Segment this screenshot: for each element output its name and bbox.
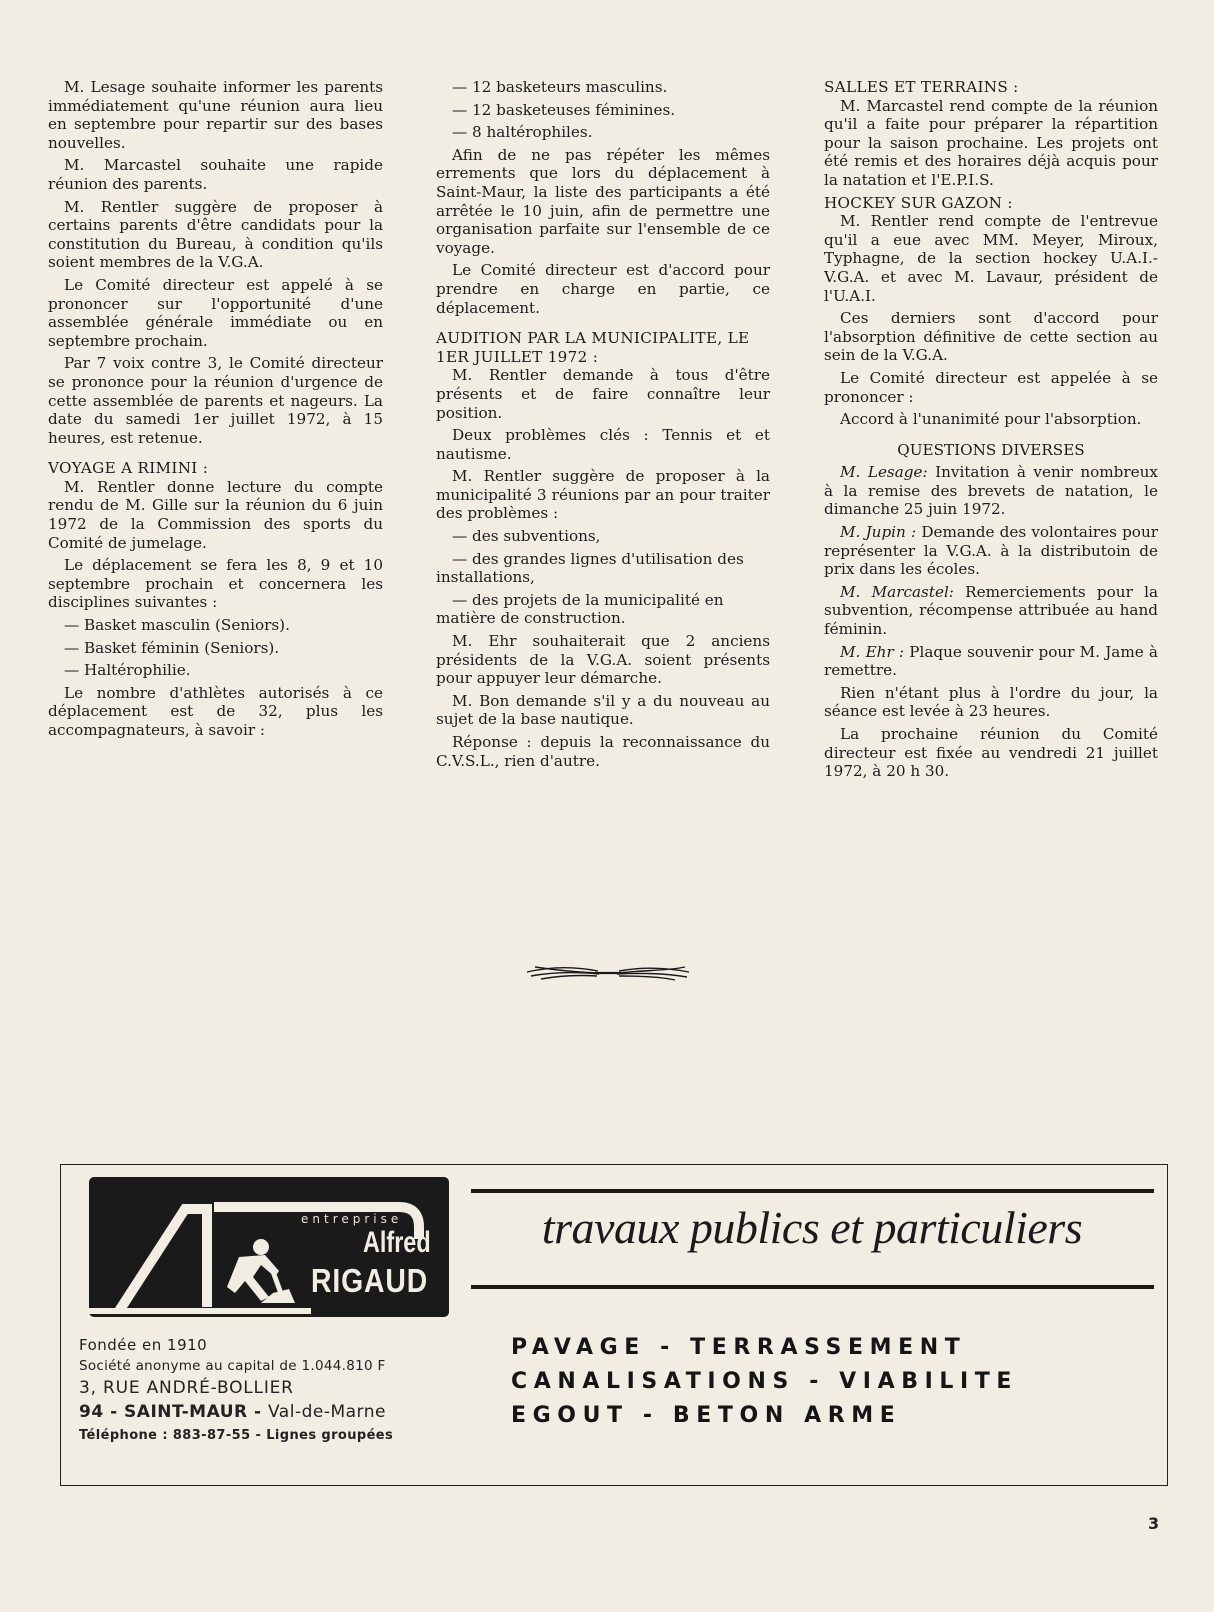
- list-item: — Basket masculin (Seniors).: [64, 616, 290, 635]
- logo-entreprise-text: entreprise: [301, 1212, 403, 1226]
- section-heading-salles: SALLES ET TERRAINS :: [824, 78, 1019, 96]
- question-item: [824, 643, 1158, 680]
- list-item: — 8 haltérophiles.: [452, 123, 593, 142]
- paragraph: M. Rentler suggère de proposer à la municipalité 3 réunions par an pour traiter des problèmes :: [436, 467, 770, 523]
- question-text: Invitation à venir nombreux à la remise des brevets de natation, le dimanche 25 juin 1972.: [824, 463, 1158, 519]
- founded-line: Fondée en 1910: [79, 1336, 208, 1354]
- logo-rigaud-text: RIGAUD: [311, 1262, 429, 1299]
- article-column-2: [436, 78, 770, 774]
- list-item: — des grandes lignes d'utilisation des installations,: [436, 549, 744, 587]
- question-item: [824, 523, 1158, 579]
- speaker-name: M. Marcastel:: [840, 582, 954, 601]
- street-line: 3, RUE ANDRÉ-BOLLIER: [79, 1378, 294, 1398]
- list-item: — 12 basketeurs masculins.: [452, 78, 668, 96]
- list-item: — Basket féminin (Seniors).: [64, 638, 280, 657]
- section-heading-audition: AUDITION PAR LA MUNICIPALITE, LE 1ER JUILLET 1972 :: [436, 329, 750, 366]
- service-line: EGOUT - BETON ARME: [511, 1403, 902, 1428]
- speaker-name: M. Ehr :: [840, 642, 905, 661]
- paragraph: Le Comité directeur est d'accord pour prendre en charge en partie, ce déplacement.: [436, 261, 770, 317]
- section-heading-voyage: VOYAGE A RIMINI :: [48, 459, 209, 478]
- list-item: — des projets de la municipalité en matière de construction.: [436, 590, 724, 628]
- paragraph: M. Ehr souhaiterait que 2 anciens présidents de la V.G.A. soient présents pour appuyer leur démarche.: [436, 632, 770, 688]
- paragraph: Le Comité directeur est appelée à se prononcer :: [824, 368, 1158, 406]
- paragraph: Ces derniers sont d'accord pour l'absorption définitive de cette section au sein de la V.G.A.: [824, 309, 1158, 365]
- list-item: — Haltérophilie.: [64, 661, 191, 680]
- company-info: [79, 1335, 459, 1447]
- paragraph: M. Rentler rend compte de l'entrevue qu'il a eue avec MM. Meyer, Miroux, Typhagne, de la section hockey U.A.I.-V.G.A. et avec M. Lavaur, président de l'U.A.I.: [824, 212, 1158, 305]
- speaker-name: M. Jupin :: [840, 523, 917, 542]
- region: Val-de-Marne: [268, 1402, 386, 1422]
- paragraph: Le déplacement se fera les 8, 9 et 10 septembre prochain et concernera les disciplines suivantes :: [48, 556, 383, 612]
- paragraph: M. Marcastel rend compte de la réunion qu'il a faite pour préparer la répartition pour la saison prochaine. Les projets ont été remis et des horaires déjà acquis pour la natation et l'E.P.I.S.: [824, 96, 1158, 189]
- paragraph: M. Rentler suggère de proposer à certains parents d'être candidats pour la constitution du Bureau, à condition qu'ils soient membres de la V.G.A.: [48, 197, 383, 272]
- advertisement-rigaud: [60, 1164, 1168, 1486]
- question-text: Remerciements pour la subvention, récompense attribuée au hand féminin.: [824, 582, 1158, 639]
- question-text: Demande des volontaires pour représenter la V.G.A. à la distributoin de prix dans les écoles.: [824, 523, 1158, 579]
- company-logo: [89, 1177, 449, 1317]
- ad-tagline: travaux publics et particuliers: [541, 1202, 1083, 1253]
- article-column-3: [824, 78, 1158, 785]
- capital-line: Société anonyme au capital de 1.044.810 F: [79, 1358, 386, 1374]
- paragraph: Deux problèmes clés : Tennis et et nautisme.: [436, 426, 770, 463]
- paragraph: M. Bon demande s'il y a du nouveau au sujet de la base nautique.: [436, 691, 770, 729]
- paragraph: Réponse : depuis la reconnaissance du C.V.S.L., rien d'autre.: [436, 733, 770, 770]
- paragraph: M. Rentler demande à tous d'être présents et de faire connaître leur position.: [436, 366, 770, 422]
- paragraph: Afin de ne pas répéter les mêmes errements que lors du déplacement à Saint-Maur, la liste des participants a été arrêtée le 10 juin, afin de permettre une organisation parfaite sur l'ensemble de ce voyage.: [436, 145, 770, 257]
- question-item: [824, 463, 1158, 519]
- article-column-1: [48, 78, 383, 744]
- page-number: 3: [1148, 1514, 1160, 1533]
- service-line: PAVAGE - TERRASSEMENT: [511, 1335, 967, 1360]
- city-line: [79, 1400, 459, 1425]
- paragraph: Rien n'étant plus à l'ordre du jour, la séance est levée à 23 heures.: [824, 683, 1158, 721]
- paragraph: M. Marcastel souhaite une rapide réunion des parents.: [48, 156, 383, 193]
- paragraph: Le Comité directeur est appelé à se prononcer sur l'opportunité d'une assemblée générale immédiate ou en septembre prochain.: [48, 275, 383, 350]
- list-item: — des subventions,: [452, 527, 601, 546]
- paragraph: Le nombre d'athlètes autorisés à ce déplacement est de 32, plus les accompagnateurs, à savoir :: [48, 683, 383, 739]
- question-item: [824, 583, 1158, 639]
- city: 94 - SAINT-MAUR -: [79, 1402, 268, 1422]
- service-line: CANALISATIONS - VIABILITE: [511, 1369, 1019, 1394]
- phone-line: Téléphone : 883-87-55 - Lignes groupées: [79, 1428, 394, 1443]
- services-list: [511, 1331, 1131, 1433]
- top-rule: [471, 1189, 1154, 1193]
- bottom-rule: [471, 1285, 1154, 1289]
- paragraph: M. Rentler donne lecture du compte rendu de M. Gille sur la réunion du 6 juin 1972 de la Commission des sports du Comité de jumelage.: [48, 477, 383, 552]
- paragraph: Accord à l'unanimité pour l'absorption.: [840, 410, 1142, 429]
- feather-ornament-icon: [523, 958, 693, 984]
- logo-alfred-text: Alfred: [363, 1226, 431, 1259]
- question-text: Plaque souvenir pour M. Jame à remettre.: [824, 642, 1158, 680]
- paragraph: Par 7 voix contre 3, le Comité directeur se prononce pour la réunion d'urgence de cette assemblée de parents et nageurs. La date du samedi 1er juillet 1972, à 15 heures, est retenue.: [48, 354, 383, 447]
- section-heading-questions: QUESTIONS DIVERSES: [897, 440, 1085, 459]
- speaker-name: M. Lesage:: [840, 463, 928, 482]
- list-item: — 12 basketeuses féminines.: [452, 100, 676, 119]
- section-heading-hockey: HOCKEY SUR GAZON :: [824, 193, 1013, 212]
- paragraph: M. Lesage souhaite informer les parents immédiatement qu'une réunion aura lieu en septembre pour repartir sur des bases nouvelles.: [48, 78, 383, 152]
- paragraph: La prochaine réunion du Comité directeur est fixée au vendredi 21 juillet 1972, à 20 h 30.: [824, 725, 1158, 781]
